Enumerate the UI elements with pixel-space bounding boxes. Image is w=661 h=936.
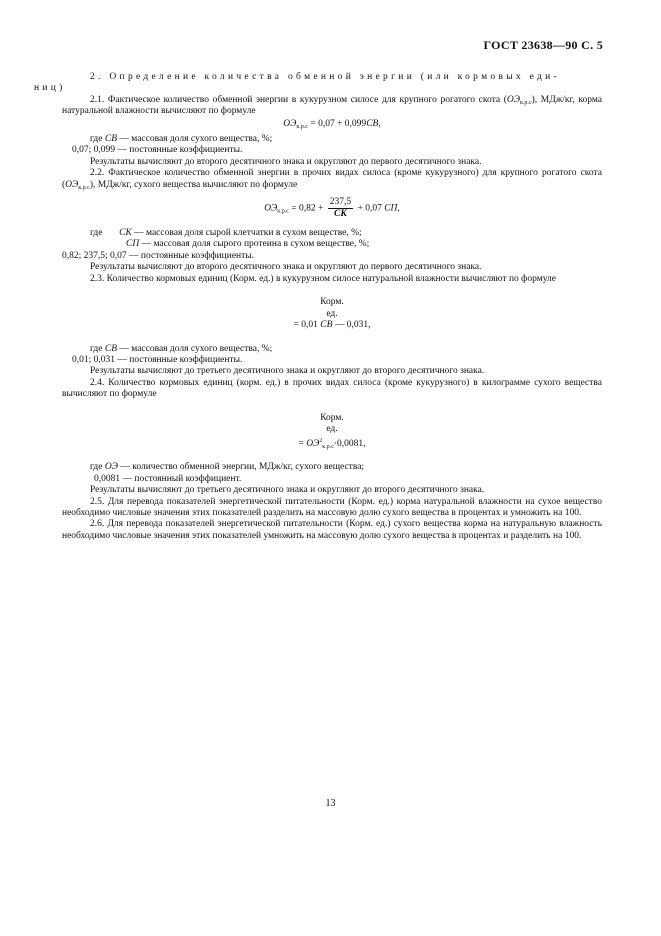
page-number: 13	[325, 798, 336, 809]
clause-2-4: 2.4. Количество кормовых единиц (корм. ед.) в прочих видах силоса (кроме кукурузного) в килограмме сухого вещества вычисляют по формуле	[62, 377, 602, 400]
clause-2-3: 2.3. Количество кормовых единиц (Корм. ед.) в кукурузном силосе натуральной влажности вычисляют по формуле	[90, 273, 556, 284]
formula-2-1: $ОЭ_{к.р.с} = 0,07 + 0,099СВ$,	[283, 118, 381, 130]
result-note-2-3: Результаты вычисляют до третьего десятичного знака и округляют до второго десятичного знака.	[90, 366, 485, 377]
document-body	[34, 72, 602, 542]
clause-2-6: 2.6. Для перевода показателей энергетической питательности (Корм. ед.) сухого вещества корма на натуральную влажность необходимо числовые значения этих показателей умножить на массовую долю сухого вещества в процентах и разделить на 100.	[62, 519, 602, 541]
formula-2-3: Корм. ед. = 0,01 СВ — 0,031,	[293, 297, 371, 331]
definition-2-4: где ОЭ — количество обменной энергии, МДж/кг, сухого вещества;	[90, 462, 365, 473]
coefficients-2-2: 0,82; 237,5; 0,07 — постоянные коэффициенты.	[62, 250, 255, 261]
definition-2-3: где СВ — массовая доля сухого вещества, %;	[90, 343, 273, 354]
page-header: ГОСТ 23638—90 С. 5	[483, 38, 603, 52]
definition-2-1: где СВ — массовая доля сухого вещества, %;	[90, 134, 273, 145]
result-note-2-2: Результаты вычисляют до второго десятичного знака и округляют до первого десятичного знака.	[90, 262, 482, 273]
coefficients-2-3: 0,01; 0,031 — постоянные коэффициенты.	[72, 355, 243, 365]
definition-2-2-cp: СП — массовая доля сырого протеина в сухом веществе, %;	[126, 239, 370, 250]
coefficients-2-1: 0,07; 0,099 — постоянные коэффициенты.	[72, 145, 243, 156]
formula-2-2: $ОЭ_{к.р.с} = 0,82$ + $\frac{237,5}{СК}$ + 0,07 СП,	[264, 197, 400, 220]
clause-2-5: 2.5. Для перевода показателей энергетической питательности (Корм. ед.) корма натуральной влажности на сухое вещество необходимо числовые значения этих показателей разделить на массовую долю сухого вещества в процентах и умножить на 100.	[62, 496, 602, 518]
definition-2-2-ck: где СК — массовая доля сырой клетчатки в сухом веществе, %;	[90, 228, 362, 239]
result-note-2-4: Результаты вычисляют до третьего десятичного знака и округляют до второго десятичного знака.	[90, 485, 485, 496]
clause-2-1: 2.1. Фактическое количество обменной энергии в кукурузном силосе для крупного рогатого скота $(ОЭ_{к.р.с})$, МДж/кг, корма натуральной влажности вычисляют по формуле	[62, 94, 602, 117]
section-2-heading: 2. Определение количества обменной энергии (или кормовых еди- ниц)	[34, 72, 561, 94]
formula-2-4: Корм. ед. = $ОЭ^2_{к.р.с}\cdot 0,0081$,	[298, 412, 366, 450]
clause-2-2: 2.2. Фактическое количество обменной энергии в прочих видах силоса (кроме кукурузного) для крупного рогатого скота $(ОЭ_{к.р.с})$, МДж/кг, сухого вещества вычисляют по формуле	[62, 168, 602, 191]
coefficients-2-4: 0,0081 — постоянный коэффициент.	[94, 473, 242, 484]
result-note-2-1: Результаты вычисляют до второго десятичного знака и округляют до первого десятичного знака.	[90, 156, 482, 167]
